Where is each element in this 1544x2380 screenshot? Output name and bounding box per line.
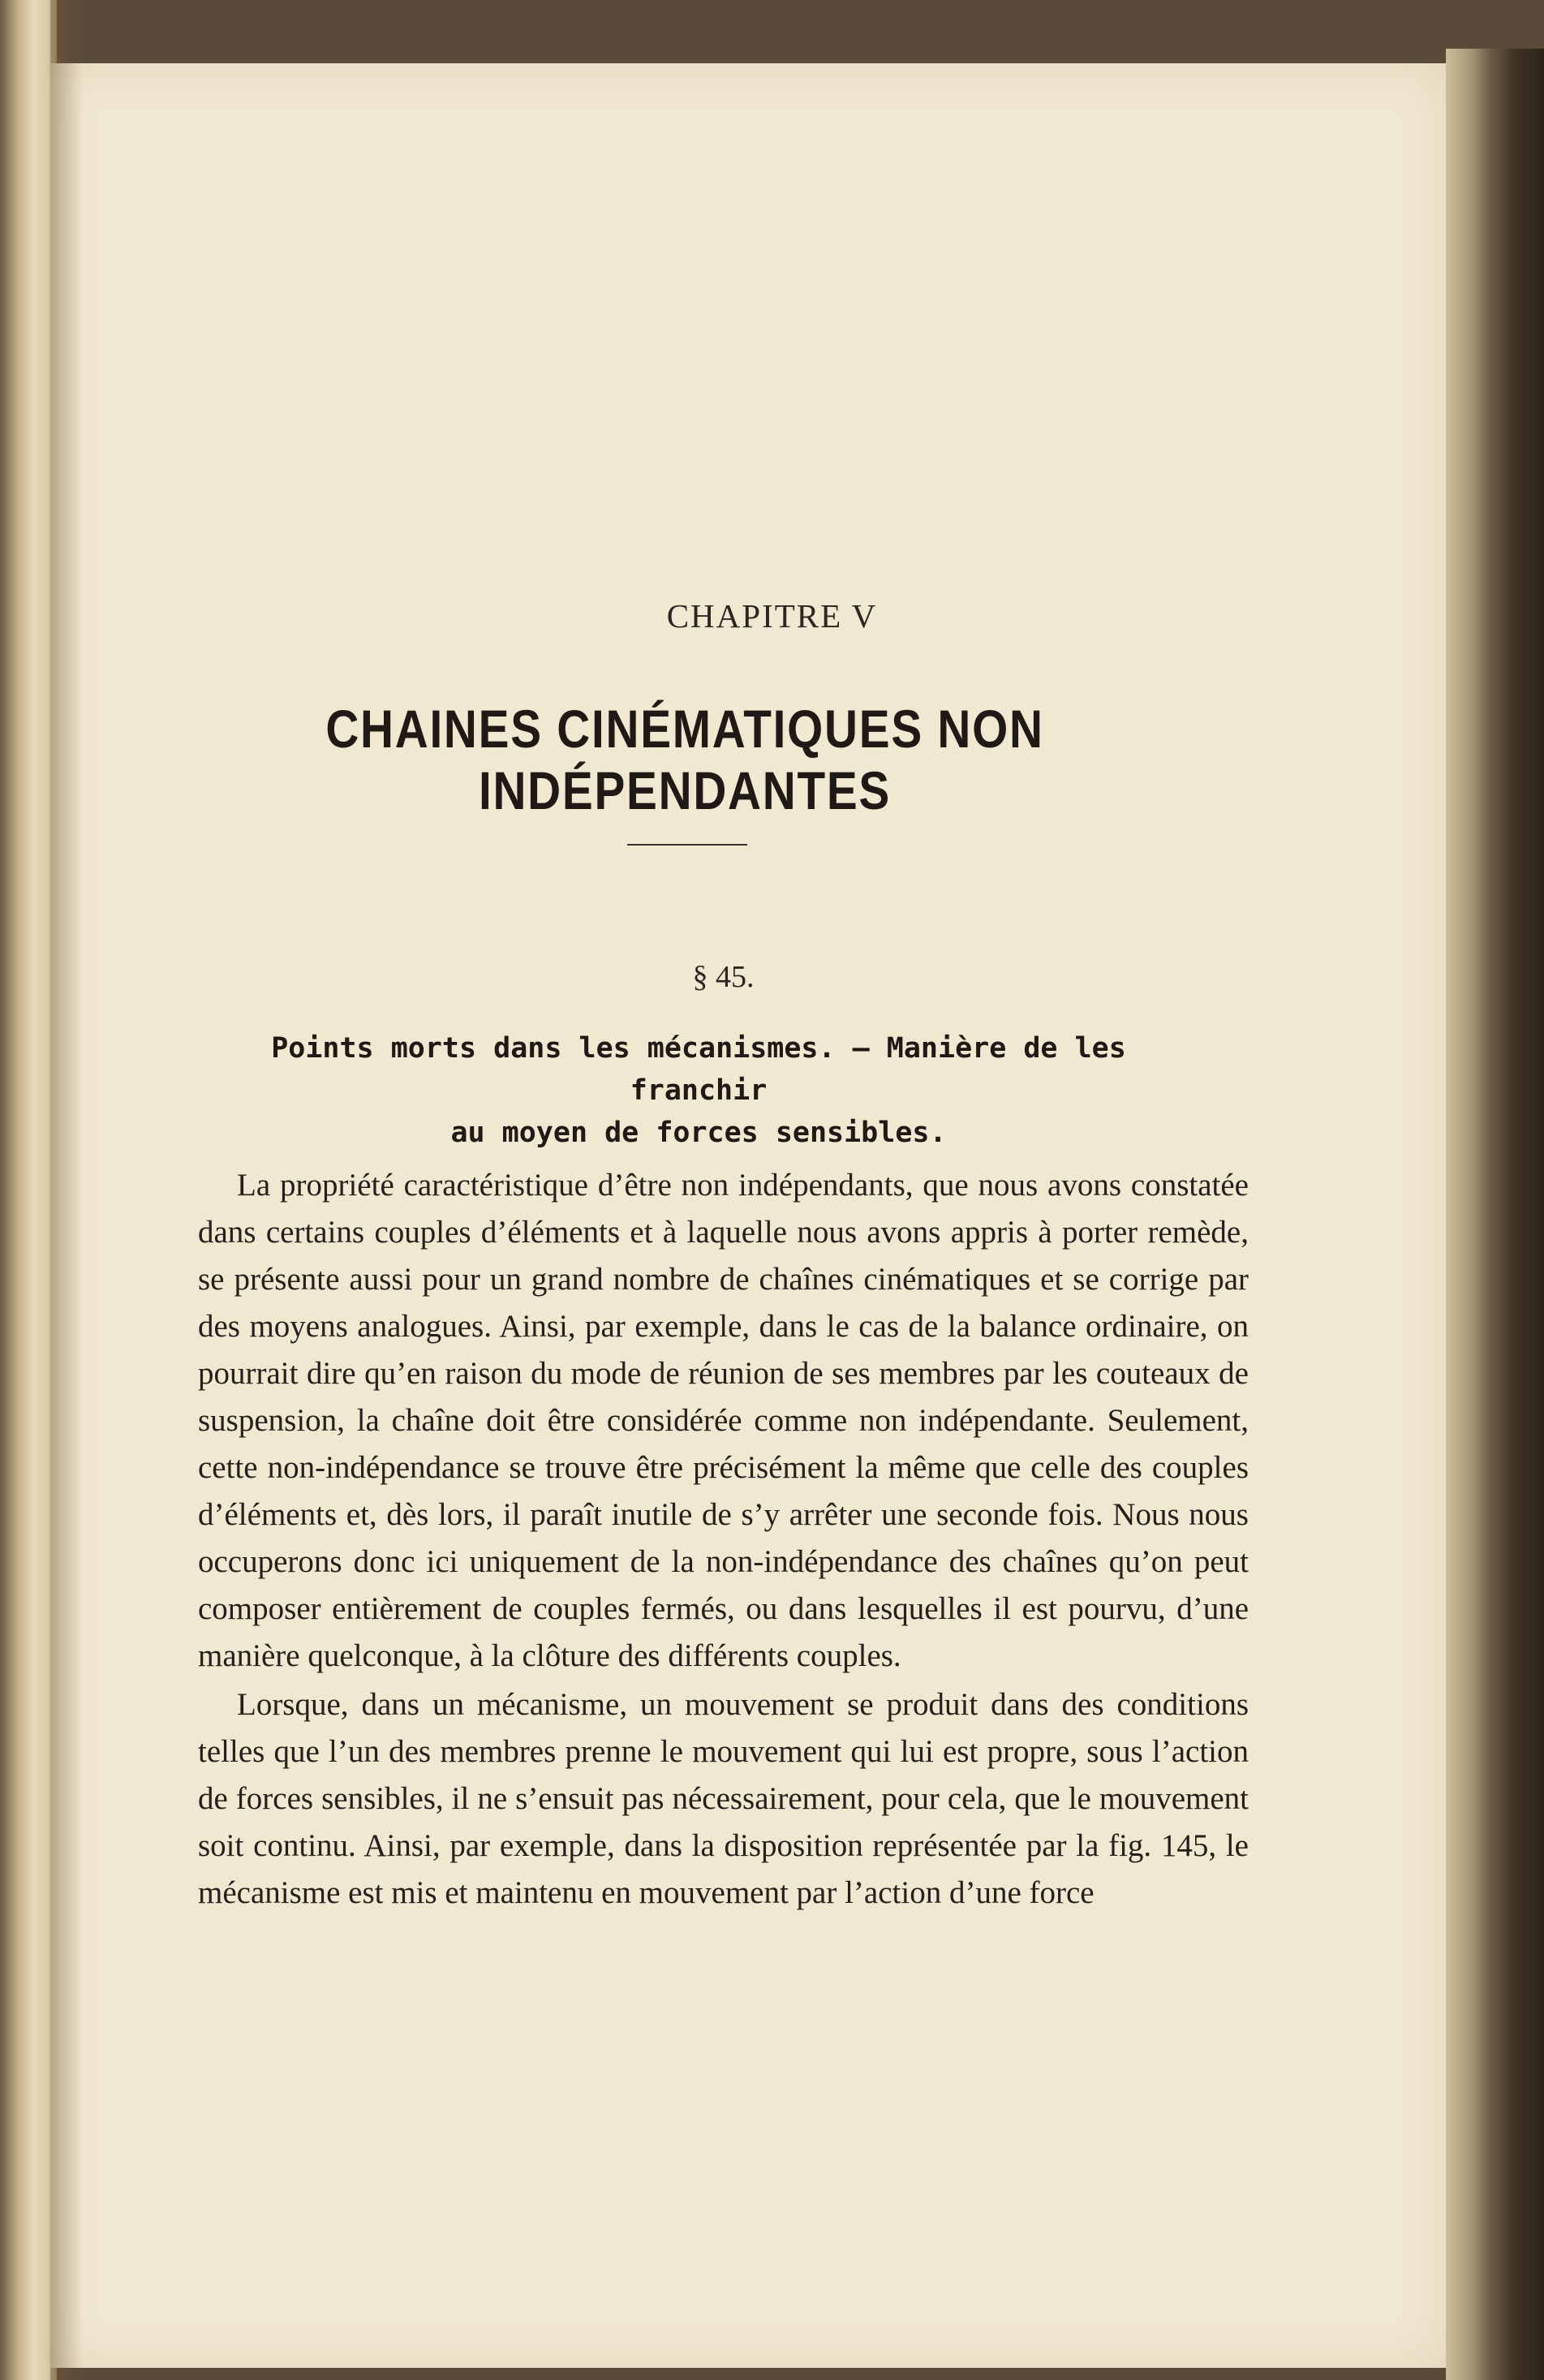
title-divider bbox=[627, 844, 747, 846]
body-text bbox=[198, 1162, 1249, 1917]
paragraph-1: La propriété caractéristique d’être non indépendants, que nous avons constatée dans certains couples d’éléments et à laquelle nous avons appris à porter remède, se présente aussi pour un grand nombre de chaînes cinématiques et se corrige par des moyens analogues. Ainsi, par exemple, dans le cas de la balance ordinaire, on pourrait dire qu’en raison du mode de réunion de ses membres par les couteaux de suspension, la chaîne doit être considérée comme non indépendante. Seulement, cette non-indépendance se trouve être précisément la même que celle des couples d’éléments et, dès lors, il paraît inutile de s’y arrêter une seconde fois. Nous nous occuperons donc ici uniquement de la non-indépendance des chaînes qu’on peut composer entièrement de couples fermés, ou dans lesquelles il est pourvu, d’une manière quelconque, à la clôture des différents couples. bbox=[198, 1168, 1249, 1673]
chapter-label: CHAPITRE V bbox=[666, 597, 878, 635]
section-heading-line-2: au moyen de forces sensibles. bbox=[450, 1117, 947, 1149]
page-gutter-shadow bbox=[50, 0, 83, 2380]
section-number: § 45. bbox=[692, 960, 755, 994]
section-heading-line-1: Points morts dans les mécanismes. — Manière de les franchir bbox=[271, 1032, 1126, 1107]
page-stack-edge bbox=[1446, 49, 1544, 2380]
previous-page-edge bbox=[0, 0, 57, 2380]
chapter-title: CHAINES CINÉMATIQUES NON INDÉPENDANTES bbox=[325, 699, 1044, 820]
section-heading bbox=[200, 1027, 1198, 1154]
paragraph-2: Lorsque, dans un mécanisme, un mouvement se produit dans des conditions telles que l’un des membres prenne le mouvement qui lui est propre, sous l’action de forces sensibles, il ne s’ensuit pas nécessairement, pour cela, que le mouvement soit continu. Ainsi, par exemple, dans la disposition représentée par la fig. 145, le mécanisme est mis et maintenu en mouvement par l’action d’une force bbox=[198, 1687, 1249, 1910]
